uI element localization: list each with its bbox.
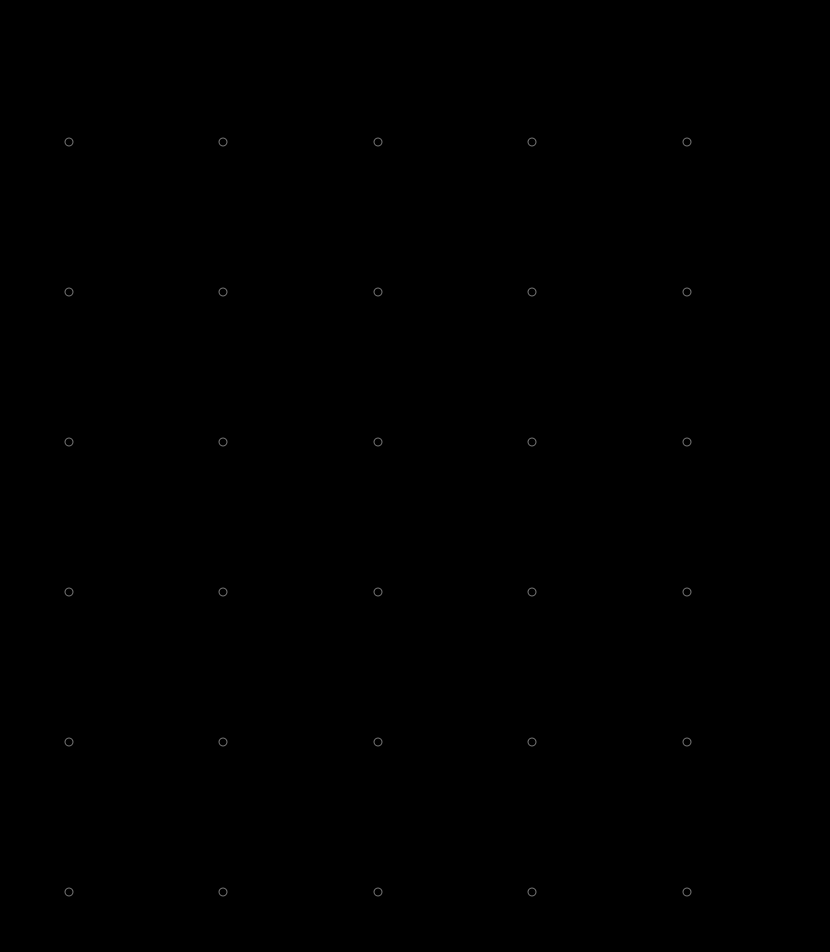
- grid-dot-marker: [219, 888, 228, 897]
- grid-dot-marker: [528, 438, 537, 447]
- grid-dot-marker: [683, 288, 692, 297]
- grid-dot-marker: [219, 438, 228, 447]
- grid-dot-marker: [528, 738, 537, 747]
- grid-dot-marker: [219, 288, 228, 297]
- grid-dot-marker: [683, 588, 692, 597]
- grid-dot-marker: [65, 138, 74, 147]
- grid-dot-marker: [683, 738, 692, 747]
- grid-dot-marker: [528, 288, 537, 297]
- grid-dot-marker: [528, 138, 537, 147]
- grid-dot-marker: [528, 888, 537, 897]
- grid-dot-marker: [683, 138, 692, 147]
- grid-dot-marker: [374, 888, 383, 897]
- grid-dot-marker: [374, 138, 383, 147]
- grid-dot-marker: [65, 438, 74, 447]
- grid-dot-marker: [374, 288, 383, 297]
- grid-dot-marker: [683, 438, 692, 447]
- grid-dot-marker: [374, 738, 383, 747]
- grid-dot-marker: [219, 588, 228, 597]
- grid-dot-marker: [528, 588, 537, 597]
- grid-dot-marker: [374, 588, 383, 597]
- grid-dot-marker: [683, 888, 692, 897]
- grid-dot-marker: [374, 438, 383, 447]
- grid-dot-marker: [219, 738, 228, 747]
- grid-dot-marker: [65, 588, 74, 597]
- grid-dot-marker: [65, 888, 74, 897]
- grid-dot-marker: [65, 288, 74, 297]
- grid-dot-marker: [65, 738, 74, 747]
- grid-dot-marker: [219, 138, 228, 147]
